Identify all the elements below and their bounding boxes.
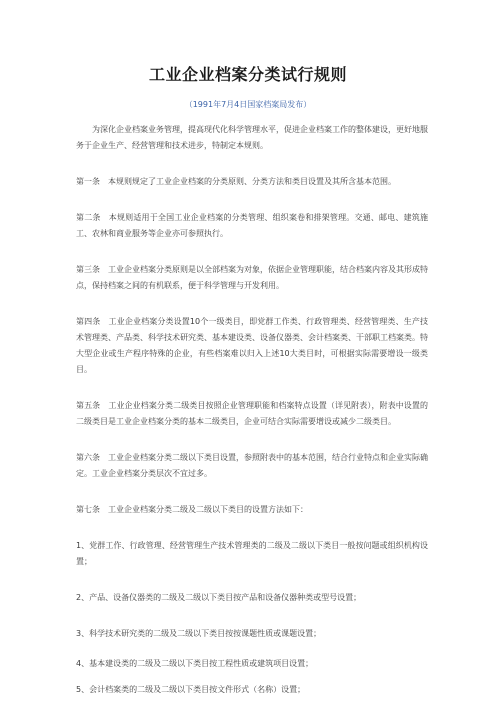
preamble-paragraph: 为深化企业档案业务管理，提高现代化科学管理水平，促进企业档案工作的整体建设，更好地服务于企业生产、经营管理和技术进步，特制定本规则。 — [76, 125, 428, 150]
article-7-paragraph: 第七条 工业企业档案分类二级及二级以下类目的设置方法如下： — [76, 505, 308, 514]
article-6-paragraph: 第六条 工业企业档案分类二级以下类目设置，参照附表中的基本范围，结合行业特点和企业实际确定。工业企业档案分类层次不宜过多。 — [76, 453, 428, 478]
article-2-paragraph: 第二条 本规则适用于全国工业企业档案的分类管理、组织案卷和排架管理。交通、邮电、建筑施工、农林和商业服务等企业亦可参照执行。 — [76, 213, 428, 238]
article-3-paragraph: 第三条 工业企业档案分类原则是以全部档案为对象，依据企业管理职能，结合档案内容及其形成特点，保持档案之间的有机联系，便于科学管理与开发利用。 — [76, 265, 428, 290]
document-title: 工业企业档案分类试行规则 — [148, 65, 347, 84]
list-item: 5、会计档案类的二级及二级以下类目按文件形式（名称）设置； — [76, 685, 306, 694]
list-item: 3、科学技术研究类的二级及二级以下类目按按课题性质或课题设置； — [76, 629, 322, 638]
article-1-paragraph: 第一条 本规则规定了工业企业档案的分类原则、分类方法和类目设置及其所含基本范围。 — [76, 177, 396, 186]
list-item: 2、产品、设备仪器类的二级及二级以下类目按产品和设备仪器种类或型号设置； — [76, 593, 362, 602]
article-5-paragraph: 第五条 工业企业档案分类二级类目按照企业管理职能和档案特点设置（详见附表），附表中设置的二级类目是工业企业档案分类的基本二级类目，企业可结合实际需要增设或减少二级类目。 — [76, 401, 428, 426]
list-item: 4、基本建设类的二级及二级以下类目按工程性质或建筑项目设置； — [76, 659, 314, 668]
list-item: 1、党群工作、行政管理、经营管理生产技术管理类的二级及二级以下类目一般按问题或组织机构设置； — [76, 541, 428, 566]
article-4-paragraph: 第四条 工业企业档案分类设置10个一级类目，即党群工作类、行政管理类、经营管理类、生产技术管理类、产品类、科学技术研究类、基本建设类、设备仪器类、会计档案类、干部职工档案类。特大型企业或生产程序特殊的企业，有些档案难以归入上述10大类目时，可根据实际需要增设一级类目。 — [76, 317, 428, 374]
document-subtitle: （1991年7月4日国家档案局发布） — [184, 100, 312, 109]
